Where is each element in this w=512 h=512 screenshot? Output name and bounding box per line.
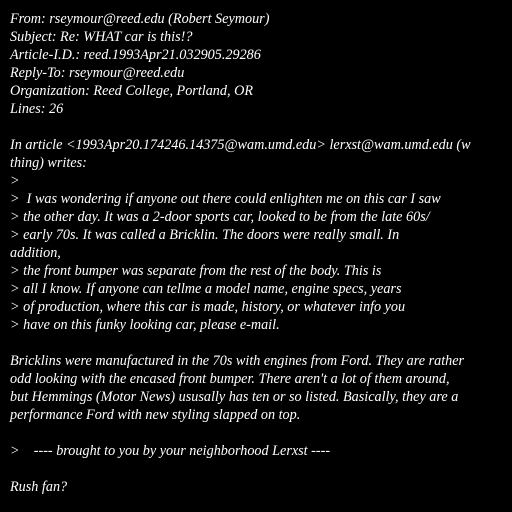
header-from: From: rseymour@reed.edu (Robert Seymour) bbox=[10, 11, 270, 27]
quoted-line: > I was wondering if anyone out there could enlighten me on this car I saw bbox=[10, 191, 441, 207]
header-reply-to: Reply-To: rseymour@reed.edu bbox=[10, 65, 185, 81]
reply-line: odd looking with the encased front bumper. There aren't a lot of them around, bbox=[10, 371, 450, 387]
quoted-line: > early 70s. It was called a Bricklin. The doors were really small. In bbox=[10, 227, 400, 243]
quoted-line: > of production, where this car is made, history, or whatever info you bbox=[10, 299, 406, 315]
attribution-line: thing) writes: bbox=[10, 155, 87, 171]
reply-line: Bricklins were manufactured in the 70s with engines from Ford. They are rather bbox=[10, 353, 465, 369]
attribution-line: In article <1993Apr20.174246.14375@wam.umd.edu> lerxst@wam.umd.edu (w bbox=[10, 137, 471, 153]
reply-line: but Hemmings (Motor News) ususally has ten or so listed. Basically, they are a bbox=[10, 389, 459, 405]
header-organization: Organization: Reed College, Portland, OR bbox=[10, 83, 253, 99]
header-subject: Subject: Re: WHAT car is this!? bbox=[10, 29, 193, 45]
header-lines: Lines: 26 bbox=[10, 101, 64, 117]
quoted-line: > have on this funky looking car, please e-mail. bbox=[10, 317, 280, 333]
quoted-line: > all I know. If anyone can tellme a model name, engine specs, years bbox=[10, 281, 402, 297]
quoted-line: addition, bbox=[10, 245, 61, 261]
quoted-line: > bbox=[10, 173, 20, 189]
signature-line: > ---- brought to you by your neighborhood Lerxst ---- bbox=[10, 443, 331, 459]
closing-line: Rush fan? bbox=[10, 479, 68, 495]
header-article-id: Article-I.D.: reed.1993Apr21.032905.29286 bbox=[10, 47, 261, 63]
reply-line: performance Ford with new styling slapped on top. bbox=[10, 407, 301, 423]
quoted-line: > the front bumper was separate from the rest of the body. This is bbox=[10, 263, 382, 279]
quoted-line: > the other day. It was a 2-door sports car, looked to be from the late 60s/ bbox=[10, 209, 430, 225]
